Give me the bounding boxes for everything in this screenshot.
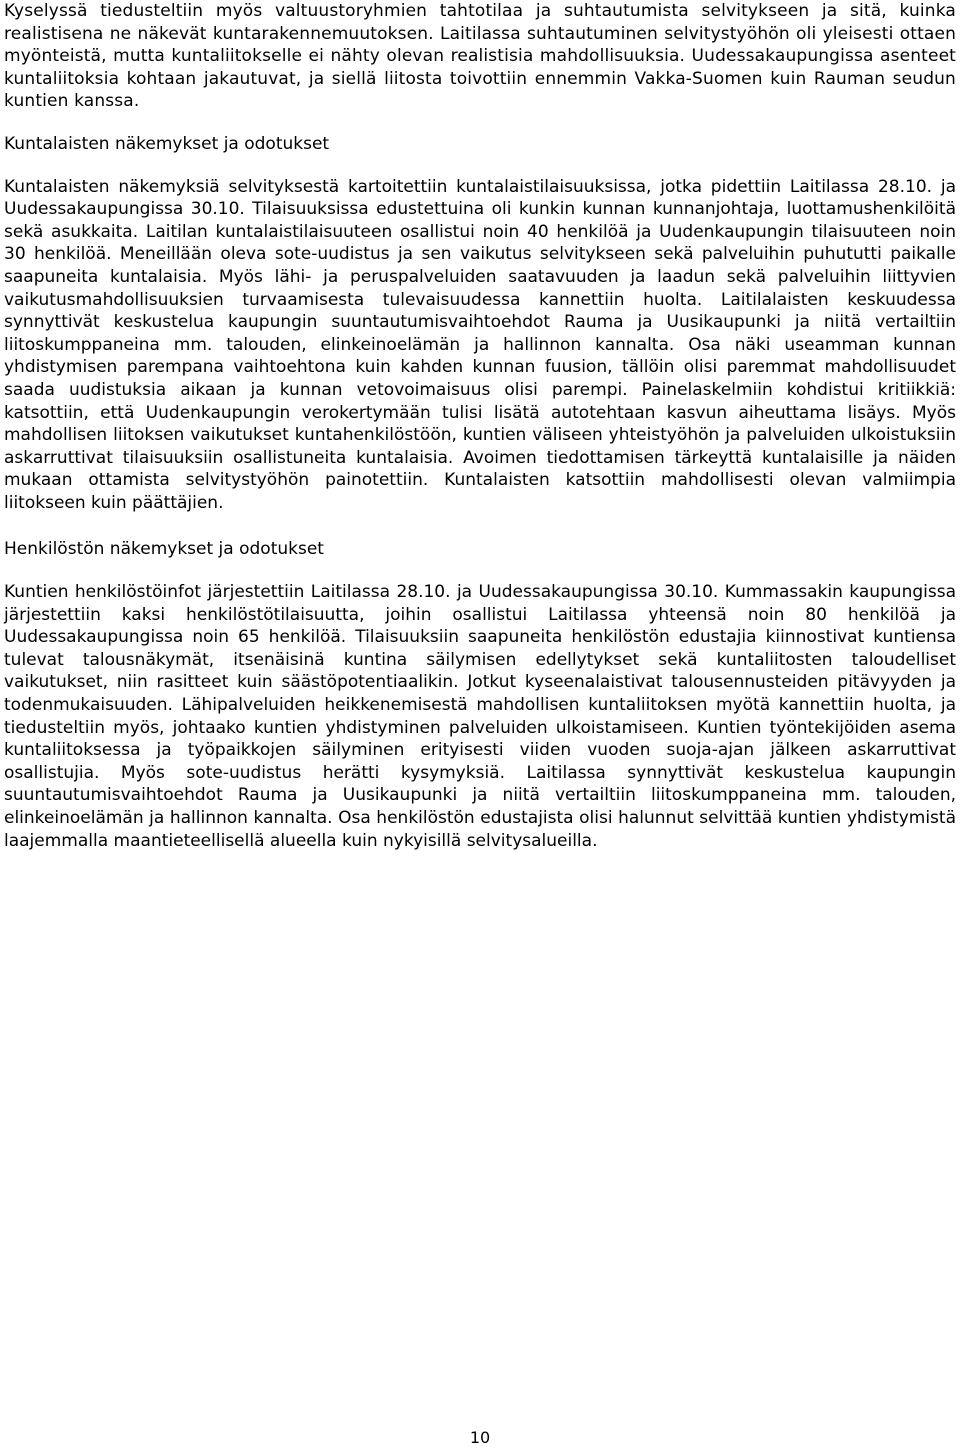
page-number: 10 (469, 1428, 491, 1447)
section-heading: Henkilöstön näkemykset ja odotukset (4, 539, 324, 560)
document-page (4, 0, 956, 852)
body-paragraph: Kuntien henkilöstöinfot järjestettiin Laitilassa 28.10. ja Uudessakaupungissa 30.10. Kummassakin kaupungissa järjestettiin kaksi henkilöstötilaisuutta, joihin osallistui Laitilassa yhteensä noin 80 henkilöä ja Uudessakaupungissa noin 65 henkilöä. Tilaisuuksiin saapuneita henkilöstön edustajia kiinnostivat kuntiensa tulevat talousnäkymät, itsenäisinä kuntina säilymisen edellytykset sekä kuntaliitosten taloudelliset vaikutukset, niin rasitteet kuin säästöpotentiaalikin. Jotkut kyseenalaistivat talousennusteiden pitävyyden ja todenmukaisuuden. Lähipalveluiden heikkenemisestä mahdollisen kuntaliitoksen myötä kannettiin huolta, ja tiedusteltiin myös, johtaako kuntien yhdistyminen palveluiden ulkoistamiseen. Kuntien työntekijöiden asema kuntaliitoksessa ja työpaikkojen säilyminen erityisesti viiden vuoden suoja-ajan jälkeen askarruttivat osallistujia. Myös sote-uudistus herätti kysymyksiä. Laitilassa synnyttivät keskustelua kaupungin suuntautumisvaihtoehdot Rauma ja Uusikaupunki ja niitä vertailtiin liitoskumppaneina mm. talouden, elinkeinoelämän ja hallinnon kannalta. Osa henkilöstön edustajista olisi halunnut selvittää kuntien yhdistymistä laajemmalla maantieteellisellä alueella kuin nykyisillä selvitysalueilla. (4, 582, 956, 851)
body-paragraph: Kyselyssä tiedusteltiin myös valtuustoryhmien tahtotilaa ja suhtautumista selvitykseen ja sitä, kuinka realistisena ne näkevät kuntarakennemuutoksen. Laitilassa suhtautuminen selvitystyöhön oli yleisesti ottaen myönteistä, mutta kuntaliitokselle ei nähty olevan realistisia mahdollisuuksia. Uudessakaupungissa asenteet kuntaliitoksia kohtaan jakautuvat, ja siellä liitosta toivottiin ennemmin Vakka-Suomen kuin Rauman seudun kuntien kanssa. (4, 1, 956, 112)
body-paragraph: Kuntalaisten näkemyksiä selvityksestä kartoitettiin kuntalaistilaisuuksissa, jotka pidettiin Laitilassa 28.10. ja Uudessakaupungissa 30.10. Tilaisuuksissa edustettuina oli kunkin kunnan kunnanjohtaja, luottamushenkilöitä sekä asukkaita. Laitilan kuntalaistilaisuuteen osallistui noin 40 henkilöä ja Uudenkaupungin tilaisuuteen noin 30 henkilöä. Meneillään oleva sote-uudistus ja sen vaikutus selvitykseen sekä palveluihin puhututti paikalle saapuneita kuntalaisia. Myös lähi- ja peruspalveluiden saatavuuden ja laadun sekä palveluihin liittyvien vaikutusmahdollisuuksien turvaamisesta tulevaisuudessa kannettiin huolta. Laitilalaisten keskuudessa synnyttivät keskustelua kaupungin suuntautumisvaihtoehdot Rauma ja Uusikaupunki ja niitä vertailtiin liitoskumppaneina mm. talouden, elinkeinoelämän ja hallinnon kannalta. Osa näki useamman kunnan yhdistymisen parempana vaihtoehtona kuin kahden kunnan fuusion, tällöin olisi paremmat mahdollisuudet saada uudistuksia aikaan ja kunnan vetovoimaisuus olisi parempi. Painelaskelmiin kohdistui kritiikkiä: katsottiin, että Uudenkaupungin verokertymään tulisi lisätä autotehtaan kasvun aiheuttama lisäys. Myös mahdollisen liitoksen vaikutukset kuntahenkilöstöön, kuntien väliseen yhteistyöhön ja palveluiden ulkoistuksiin askarruttivat tilaisuuksiin osallistuneita kuntalaisia. Avoimen tiedottamisen tärkeyttä kuntalaisille ja näiden mukaan ottamista selvitystyöhön painotettiin. Kuntalaisten katsottiin mahdollisesti olevan valmiimpia liitokseen kuin päättäjien. (4, 176, 956, 513)
section-heading: Kuntalaisten näkemykset ja odotukset (4, 133, 330, 154)
